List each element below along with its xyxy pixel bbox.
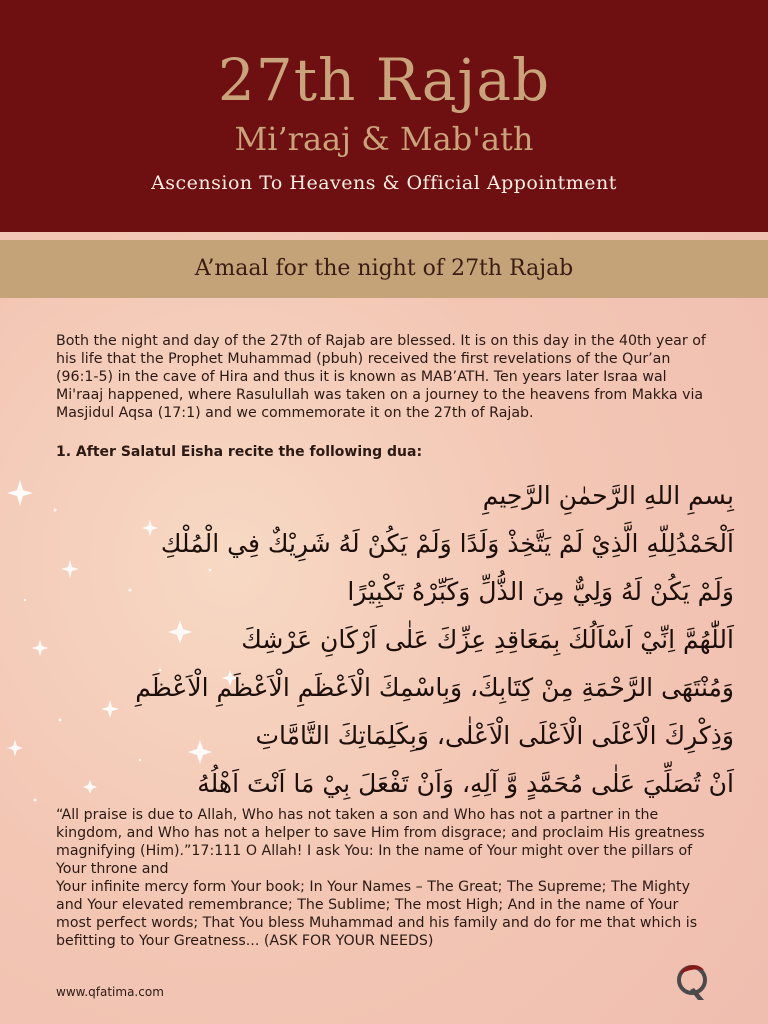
translation-paragraph-2: Your infinite mercy form Your book; In Your Names – The Great; The Supreme; The Mighty and Your elevated remembrance; The Sublime; The most High; And in the name of Your most perfect words; That You bless Muhammad and his family and do for me that which is befitting to Your Greatness... (ASK FOR YOUR NEEDS) [56, 879, 698, 949]
section-heading: A’maal for the night of 27th Rajab [194, 256, 574, 281]
arabic-line: اَلْحَمْدُلِلّهِ الَّذِيْ لَمْ يَتَّخِذْ وَلَدًا وَلَمْ يَكُنْ لَهُ شَرِيْكٌ فِي الْمُلْكِ [160, 529, 734, 558]
header-banner [0, 0, 768, 232]
arabic-line: اَللّٰهُمَّ اِنِّيْ اَسْاَلُكَ بِمَعَاقِدِ عِزِّكَ عَلٰى اَرْكَانِ عَرْشِكَ [241, 625, 734, 654]
qfatima-logo-icon [674, 962, 710, 1002]
page-tagline: Ascension To Heavens & Official Appointment [151, 172, 617, 194]
step-instruction: 1. After Salatul Eisha recite the following dua: [56, 444, 423, 460]
translation-text [56, 806, 716, 950]
arabic-line: وَلَمْ يَكُنْ لَهُ وَلِيٌّ مِنَ الذُّلِّ وَكَبِّرْهُ تَكْبِيْرًا [347, 577, 734, 606]
arabic-line: وَذِكْرِكَ الْاَعْلَى الْاَعْلَى الْاَعْلٰى، وَبِكَلِمَاتِكَ التَّامَّاتِ [255, 721, 734, 750]
section-band [0, 240, 768, 298]
arabic-line: اَنْ تُصَلِّيَ عَلٰى مُحَمَّدٍ وَّ آلِهِ، وَاَنْ تَفْعَلَ بِيْ مَا اَنْتَ اَهْلُهُ [197, 769, 734, 798]
arabic-line: بِسمِ اللهِ الرَّحمٰنِ الرَّحِيمِ [482, 481, 734, 510]
arabic-line: وَمُنْتَهَى الرَّحْمَةِ مِنْ كِتَابِكَ، وَبِاسْمِكَ الْاَعْظَمِ الْاَعْظَمِ الْاَعْظَمِ [135, 673, 734, 702]
arabic-dua [135, 472, 734, 808]
page-title: 27th Rajab [217, 46, 551, 114]
website-link[interactable]: www.qfatima.com [56, 985, 164, 999]
intro-paragraph: Both the night and day of the 27th of Rajab are blessed. It is on this day in the 40th year of his life that the Prophet Muhammad (pbuh) received the first revelations of the Qur’an (96:1-5) in the cave of Hira and thus it is known as MAB’ATH. Ten years later Israa wal Mi'raaj happened, where Rasulullah was taken on a journey to the heavens from Makka via Masjidul Aqsa (17:1) and we commemorate it on the 27th of Rajab. [56, 333, 706, 421]
page-subtitle: Mi’raaj & Mab'ath [234, 120, 534, 158]
translation-paragraph-1: “All praise is due to Allah, Who has not taken a son and Who has not a partner in the kingdom, and Who has not a helper to save Him from disgrace; and proclaim His greatness magnifying (Him).”17:111 O Allah! I ask You: In the name of Your might over the pillars of Your throne and [56, 807, 705, 877]
